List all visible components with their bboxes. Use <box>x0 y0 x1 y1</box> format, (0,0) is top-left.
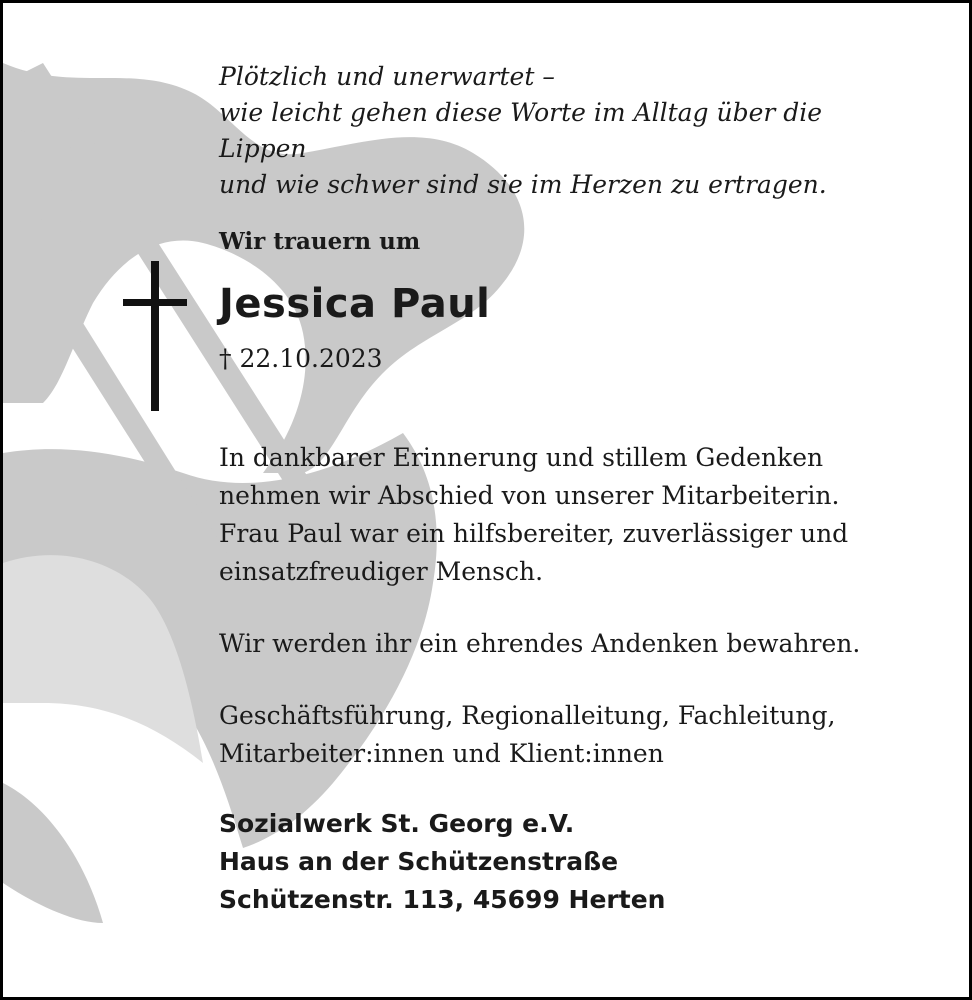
mourning-intro: Wir trauern um <box>219 228 421 255</box>
paragraph-line: Frau Paul war ein hilfsbereiter, zuverlässiger und <box>219 519 849 548</box>
poem-line: und wie schwer sind sie im Herzen zu ertragen. <box>219 170 827 199</box>
closing-statement <box>219 625 949 663</box>
latin-cross-icon <box>123 261 187 411</box>
paragraph-line: nehmen wir Abschied von unserer Mitarbeiterin. <box>219 481 840 510</box>
poem-line: Lippen <box>219 134 307 163</box>
organization-name: Sozialwerk St. Georg e.V. <box>219 809 575 838</box>
paragraph-line: einsatzfreudiger Mensch. <box>219 557 544 586</box>
closing-line: Wir werden ihr ein ehrendes Andenken bewahren. <box>219 629 861 658</box>
death-date: † 22.10.2023 <box>219 344 383 373</box>
memorial-poem <box>219 59 949 203</box>
organization-address: Schützenstr. 113, 45699 Herten <box>219 885 666 914</box>
notice-content <box>219 59 949 919</box>
signers-line: Mitarbeiter:innen und Klient:innen <box>219 739 664 768</box>
deceased-name: Jessica Paul <box>219 281 491 327</box>
poem-line: wie leicht gehen diese Worte im Alltag über die <box>219 98 823 127</box>
tribute-paragraph <box>219 439 949 591</box>
paragraph-line: In dankbarer Erinnerung und stillem Gedenken <box>219 443 824 472</box>
organization-house: Haus an der Schützenstraße <box>219 847 619 876</box>
signers <box>219 697 949 773</box>
poem-line: Plötzlich und unerwartet – <box>219 62 555 91</box>
signers-line: Geschäftsführung, Regionalleitung, Fachleitung, <box>219 701 836 730</box>
organization-block <box>219 805 949 919</box>
